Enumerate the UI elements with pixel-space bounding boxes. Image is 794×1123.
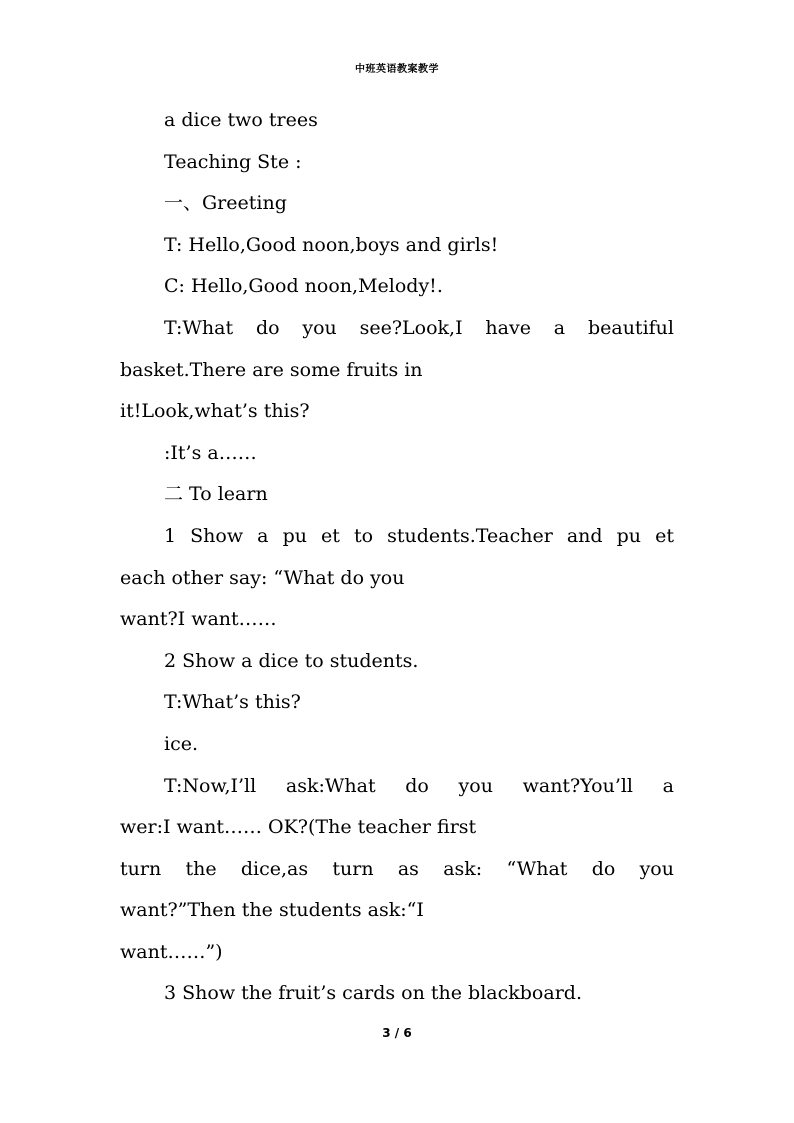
paragraph-line: want?”Then the students ask:“I [120,899,424,922]
paragraph-line: C: Hello,Good noon,Melody!. [164,275,443,298]
paragraph-line: it!Look,what’s this? [120,400,310,423]
paragraph-line: wer:I want…… OK?(The teacher first [120,816,477,839]
page-header: 中班英语教案教学 [355,64,439,75]
paragraph-line: T: Hello,Good noon,boys and girls! [164,233,499,256]
document-body [120,100,674,1015]
paragraph-line: T:What do you see?Look,I have a beautiful [164,316,674,339]
paragraph-line: T:Now,I’ll ask:What do you want?You’ll a [164,774,674,797]
paragraph-line: basket.There are some fruits in [120,358,423,381]
paragraph-line: Teaching Ste : [164,150,302,173]
paragraph-line: want?I want…… [120,608,277,631]
paragraph-line: ice. [164,732,199,755]
page-number: 3 / 6 [382,1026,412,1040]
paragraph-line: a dice two trees [164,109,318,131]
paragraph-line: turn the dice,as turn as ask: “What do you [120,857,674,880]
paragraph-line: T:What’s this? [164,691,301,714]
paragraph-line: 2 Show a dice to students. [164,649,419,672]
paragraph-line: want……”) [120,940,223,963]
paragraph-line: :It’s a…… [164,441,257,464]
paragraph-line: 3 Show the fruit’s cards on the blackboard. [164,982,582,1005]
section-heading: 二 To learn [164,483,268,506]
paragraph-line: 1 Show a pu et to students.Teacher and pu et [164,524,674,547]
paragraph-line: each other say: “What do you [120,566,405,589]
section-heading: 一、Greeting [164,192,287,215]
